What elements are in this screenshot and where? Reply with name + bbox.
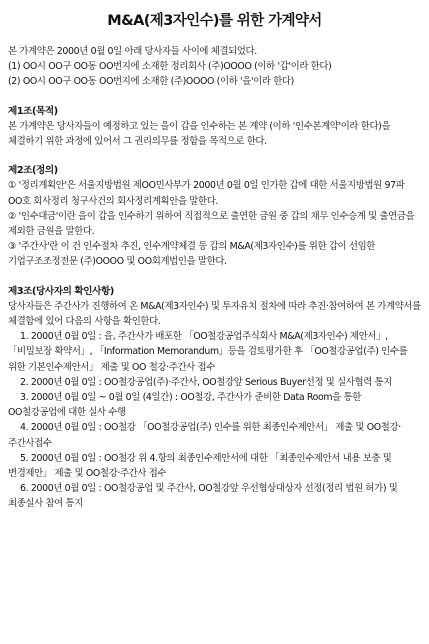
- article-3-intro: 당사자들은 주간사가 진행하여 온 M&A(제3자인수) 및 투자유치 절차에 따라 추진·참여하여 본 가계약서를 체결함에 있어 다음의 사항을 확인한다.: [8, 300, 421, 328]
- article-2-item-1: ① '정리계획안'은 서울지방법원 제OO민사부가 2000년 0월 0일 인가한 갑에 대한 서울지방법원 97파 OO호 회사정리 청구사건의 회사정리계획안을 말한다.: [8, 180, 405, 207]
- article-2-heading: 제2조(정의): [8, 165, 58, 177]
- article-1-body: 본 가계약은 당사자들이 예정하고 있는 을이 갑을 인수하는 본 계약 (이하 '인수본계약'이라 한다)을 체결하기 위한 과정에 있어서 그 권리의무를 정함을 목적으로 한다.: [8, 120, 391, 148]
- preamble-party-2: (2) OO시 OO구 OO동 OO번지에 소재한 (주)OOOO (이하 '을'이라 한다): [8, 76, 294, 88]
- article-3-item-1: 1. 2000년 0월 0일 : 을, 주간사가 배포한 「OO철강공업주식회사 M&A(제3자인수) 제안서」, 「비밀보장 확약서」, 「Information Memorandum」등을 검토평가한 후 「OO철강공업(주) 인수를 위한 기본인수제안서」 제출 및 OO 철강·주간사 접수: [8, 331, 408, 373]
- preamble-party-1: (1) OO시 OO구 OO동 OO번지에 소재한 정리회사 (주)OOOO (이하 '갑'이라 한다): [8, 61, 332, 73]
- document-title: M&A(제3자인수)를 위한 가계약서: [107, 13, 322, 29]
- preamble-line: 본 가계약은 2000년 0월 0일 아래 당사자들 사이에 체결되었다.: [8, 46, 257, 57]
- article-3-item-4: 4. 2000년 0월 0일 : OO철강 「OO철강공업(주) 인수를 위한 최종인수제안서」 제출 및 OO철강·주간사접수: [8, 422, 401, 449]
- article-1-heading: 제1조(목적): [8, 105, 58, 117]
- article-3-item-3: 3. 2000년 0월 0일 ~ 0월 0일 (4일간) : OO철강, 주간사가 준비한 Data Room을 통한 OO철강공업에 대한 실사 수행: [8, 392, 361, 419]
- article-3-heading: 제3조(당사자의 확인사항): [8, 285, 114, 297]
- article-3-item-6: 6. 2000년 0월 0일 : OO철강공업 및 주간사, OO철강앞 우선협상대상자 선정(정리 법원 허가) 및 최종실사 참여 통지: [8, 483, 398, 510]
- article-3-item-2: 2. 2000년 0월 0일 : OO철강공업(주)·주간사, OO철강앞 Serious Buyer선정 및 실사협력 통지: [20, 376, 392, 388]
- article-3-item-5: 5. 2000년 0월 0일 : OO철강 위 4.항의 최종인수제안서에 대한 「최종인수제안서 내용 보충 및 변경제안」 제출 및 OO철강·주간사 접수: [8, 452, 392, 480]
- article-2-item-2: ② '인수대금'이란 을이 갑을 인수하기 위하여 직접적으로 출연한 금원 중 갑의 채무 인수승계 및 출연금을 제외한 금원을 말한다.: [8, 210, 415, 238]
- article-2-item-3: ③ '주간사'란 이 건 인수절차 추진, 인수계약체결 등 갑의 M&A(제3자인수)를 위한 갑이 선임한 기업구조조정전문 (주)OOOO 및 OO회계법인을 말한다.: [8, 241, 376, 268]
